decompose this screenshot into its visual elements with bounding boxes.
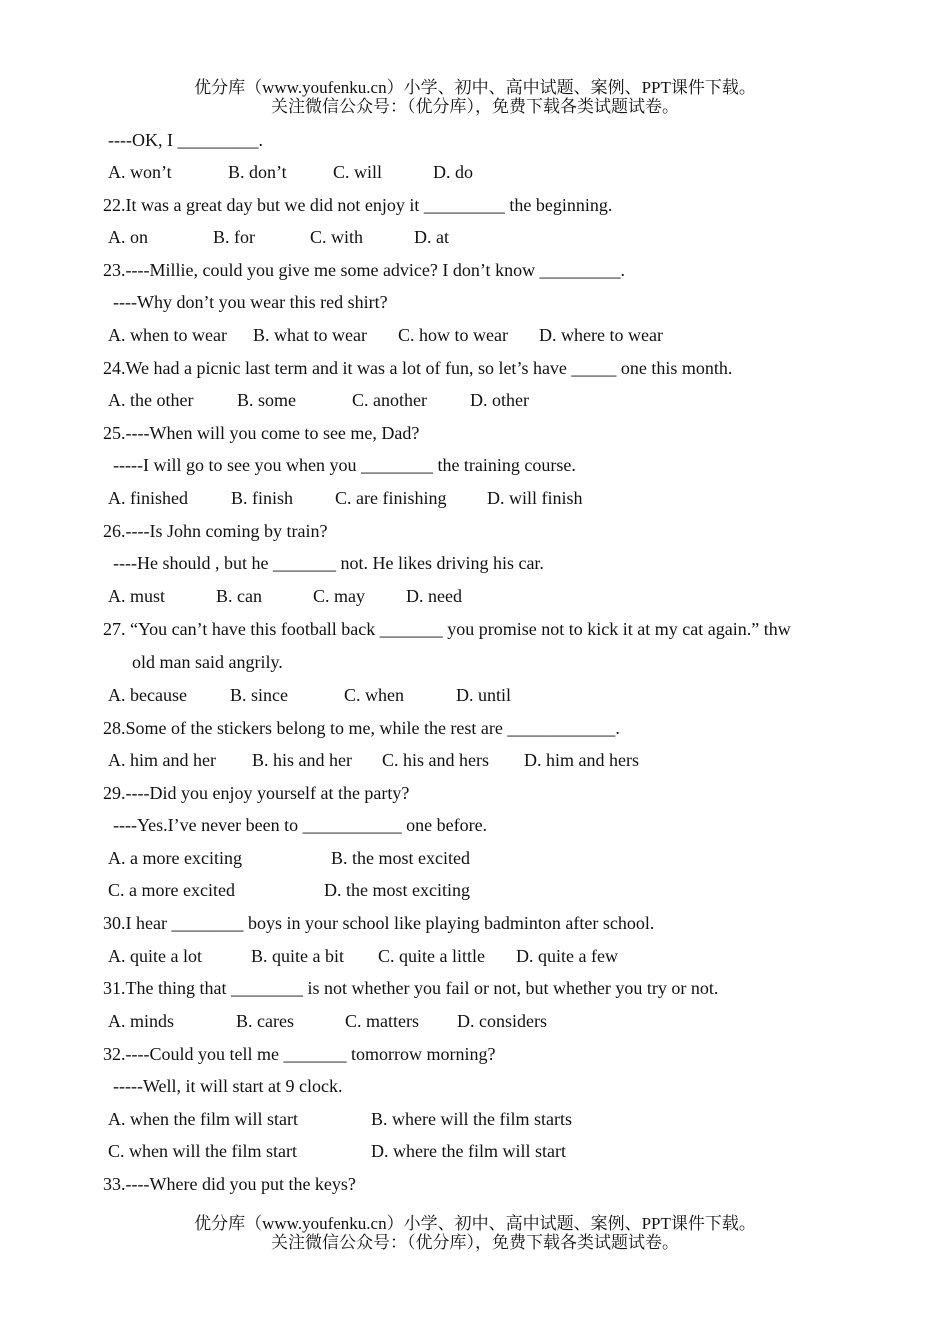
q29-stem: 29.----Did you enjoy yourself at the party? xyxy=(103,783,410,803)
q23-stem: 23.----Millie, could you give me some advice? I don’t know _________. xyxy=(103,260,626,280)
q33-stem: 33.----Where did you put the keys? xyxy=(103,1174,356,1194)
q21-answer-line: ----OK, I _________. xyxy=(108,130,263,150)
q22-option-a: A. on xyxy=(108,227,148,247)
q24-option-a: A. the other xyxy=(108,390,194,410)
q24-option-d: D. other xyxy=(470,390,529,410)
q28-option-b: B. his and her xyxy=(252,750,352,770)
q29-option-d: D. the most exciting xyxy=(324,880,470,900)
q30-option-b: B. quite a bit xyxy=(251,946,344,966)
q29-option-a: A. a more exciting xyxy=(108,848,242,868)
q27-option-a: A. because xyxy=(108,685,187,705)
q31-option-a: A. minds xyxy=(108,1011,175,1031)
q22-stem: 22.It was a great day but we did not enjoy it _________ the beginning. xyxy=(103,195,613,215)
q32-reply: -----Well, it will start at 9 clock. xyxy=(113,1076,343,1096)
footer-line-2: 关注微信公众号：（优分库），免费下载各类试题试卷。 xyxy=(271,1233,679,1252)
q23-option-d: D. where to wear xyxy=(539,325,663,345)
q25-option-c: C. are finishing xyxy=(335,488,447,508)
header-line-1: 优分库（www.youfenku.cn）小学、初中、高中试题、案例、PPT课件下载。 xyxy=(194,78,756,97)
header-line-2: 关注微信公众号：（优分库），免费下载各类试题试卷。 xyxy=(271,97,679,116)
q29-option-c: C. a more excited xyxy=(108,880,235,900)
q24-stem: 24.We had a picnic last term and it was a lot of fun, so let’s have _____ one this month. xyxy=(103,358,733,378)
q23-reply: ----Why don’t you wear this red shirt? xyxy=(113,292,388,312)
q28-option-c: C. his and hers xyxy=(382,750,489,770)
q25-stem: 25.----When will you come to see me, Dad? xyxy=(103,423,420,443)
q28-option-a: A. him and her xyxy=(108,750,216,770)
q32-option-c: C. when will the film start xyxy=(108,1141,297,1161)
q22-option-b: B. for xyxy=(213,227,255,247)
q32-option-d: D. where the film will start xyxy=(371,1141,566,1161)
q25-option-d: D. will finish xyxy=(487,488,583,508)
q25-reply: -----I will go to see you when you ________ the training course. xyxy=(113,455,576,475)
q30-option-d: D. quite a few xyxy=(516,946,618,966)
q21-option-c: C. will xyxy=(333,162,383,182)
q21-option-d: D. do xyxy=(433,162,473,182)
q24-option-c: C. another xyxy=(352,390,427,410)
q31-option-b: B. cares xyxy=(236,1011,294,1031)
q32-option-a: A. when the film will start xyxy=(108,1109,298,1129)
q30-option-c: C. quite a little xyxy=(378,946,485,966)
q21-option-a: A. won’t xyxy=(108,162,172,182)
q31-stem: 31.The thing that ________ is not whether you fail or not, but whether you try or not. xyxy=(103,978,719,998)
q30-stem: 30.I hear ________ boys in your school like playing badminton after school. xyxy=(103,913,655,933)
q22-option-c: C. with xyxy=(310,227,364,247)
q28-option-d: D. him and hers xyxy=(524,750,639,770)
q26-option-b: B. can xyxy=(216,586,262,606)
page-footer xyxy=(0,1214,950,1252)
q26-option-d: D. need xyxy=(406,586,462,606)
q27-stem-continued: old man said angrily. xyxy=(132,652,283,672)
q22-option-d: D. at xyxy=(414,227,449,247)
q26-option-c: C. may xyxy=(313,586,365,606)
q32-stem: 32.----Could you tell me _______ tomorrow morning? xyxy=(103,1044,496,1064)
page-header xyxy=(0,78,950,116)
q24-option-b: B. some xyxy=(237,390,297,410)
q26-stem: 26.----Is John coming by train? xyxy=(103,521,328,541)
q29-reply: ----Yes.I’ve never been to ___________ one before. xyxy=(113,815,488,835)
q27-option-b: B. since xyxy=(230,685,288,705)
q25-option-a: A. finished xyxy=(108,488,188,508)
q31-option-d: D. considers xyxy=(457,1011,547,1031)
q26-option-a: A. must xyxy=(108,586,166,606)
q27-option-c: C. when xyxy=(344,685,404,705)
q26-reply: ----He should , but he _______ not. He likes driving his car. xyxy=(113,553,544,573)
q27-option-d: D. until xyxy=(456,685,512,705)
footer-line-1: 优分库（www.youfenku.cn）小学、初中、高中试题、案例、PPT课件下载。 xyxy=(194,1214,756,1233)
q23-option-a: A. when to wear xyxy=(108,325,227,345)
q23-option-b: B. what to wear xyxy=(253,325,367,345)
q31-option-c: C. matters xyxy=(345,1011,419,1031)
q27-stem: 27. “You can’t have this football back _______ you promise not to kick it at my cat again.” thw xyxy=(103,619,791,639)
q29-option-b: B. the most excited xyxy=(331,848,470,868)
q23-option-c: C. how to wear xyxy=(398,325,508,345)
q30-option-a: A. quite a lot xyxy=(108,946,202,966)
q32-option-b: B. where will the film starts xyxy=(371,1109,572,1129)
q25-option-b: B. finish xyxy=(231,488,294,508)
q21-option-b: B. don’t xyxy=(228,162,287,182)
q28-stem: 28.Some of the stickers belong to me, while the rest are ____________. xyxy=(103,718,620,738)
